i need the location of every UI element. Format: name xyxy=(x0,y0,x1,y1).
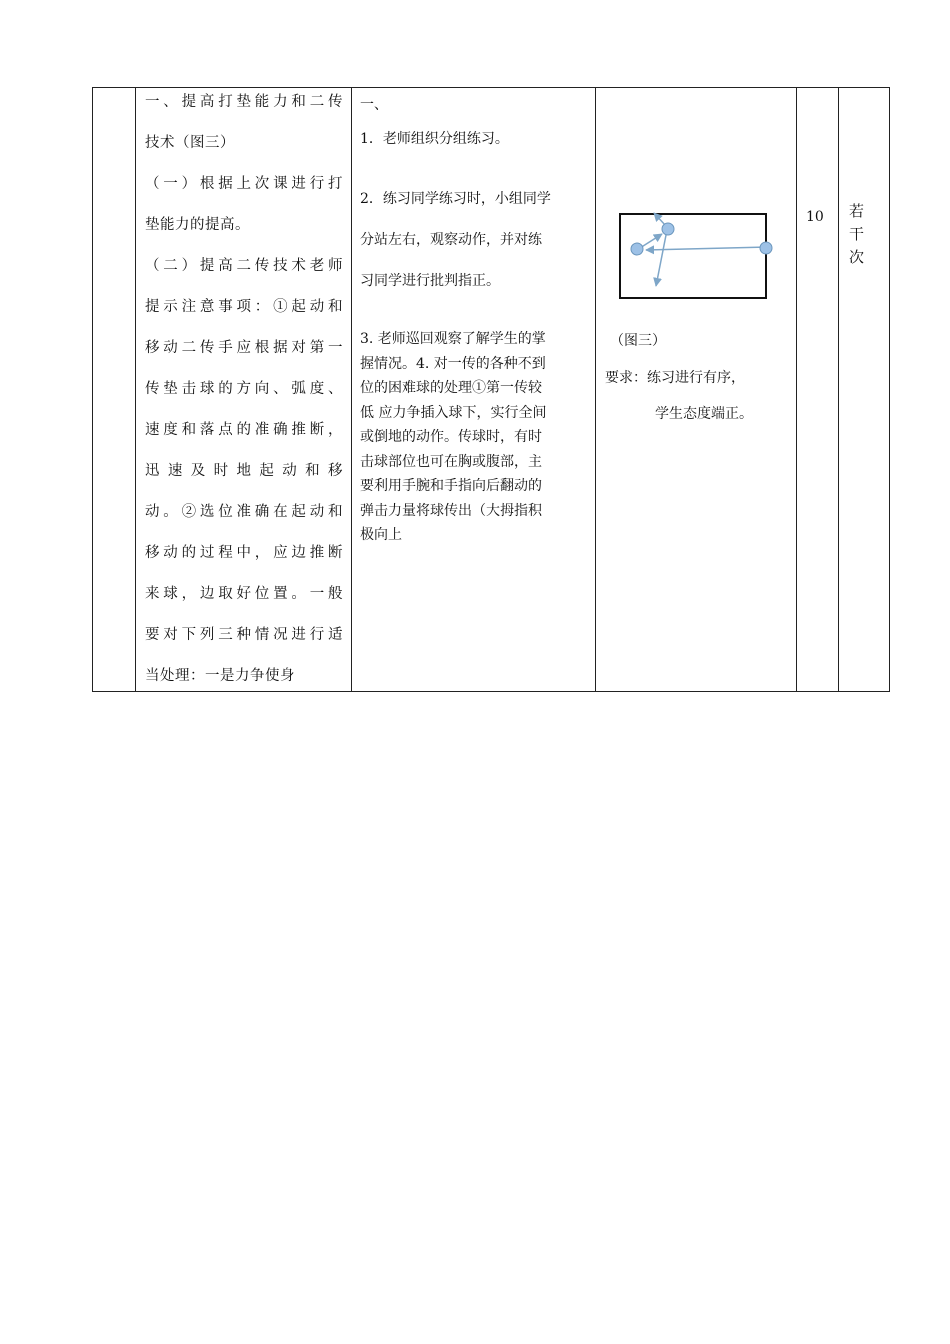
player-marker xyxy=(760,242,772,254)
court-diagram xyxy=(618,212,776,302)
org-item-3-line: 位的困难球的处理①第一传较 xyxy=(360,380,542,396)
content-line: （一）根据上次课进行打 xyxy=(145,176,343,192)
organization-column xyxy=(352,88,596,691)
content-line: 垫能力的提高。 xyxy=(145,217,250,233)
content-line: 速度和落点的准确推断， xyxy=(145,422,343,438)
content-line: 当处理：一是力争使身 xyxy=(145,668,295,684)
content-lines xyxy=(136,82,351,697)
diagram-column xyxy=(596,88,797,691)
org-item-3-line: 弹击力量将球传出（大拇指积 xyxy=(360,502,542,519)
org-item-2-line: 分站左右，观察动作，并对练 xyxy=(360,232,542,248)
org-item-3-line: 或倒地的动作。传球时，有时 xyxy=(360,429,542,445)
org-item-3-line: 握情况。4. 对一传的各种不到 xyxy=(360,355,546,372)
player-marker xyxy=(662,223,674,235)
repetitions-column xyxy=(839,88,891,691)
content-line: （二）提高二传技术老师 xyxy=(145,258,343,274)
org-item-1: 1．老师组织分组练习。 xyxy=(360,131,509,147)
content-line: 动。②选位准确在起动和 xyxy=(145,504,343,520)
blank-column xyxy=(93,88,136,691)
content-line: 移动的过程中，应边推断 xyxy=(145,545,343,561)
org-heading: 一、 xyxy=(360,97,388,113)
org-item-3-line: 击球部位也可在胸或腹部，主 xyxy=(360,453,542,470)
lesson-plan-table xyxy=(92,87,890,692)
content-line: 传垫击球的方向、弧度、 xyxy=(145,381,343,397)
org-item-3-line: 要利用手腕和手指向后翻动的 xyxy=(360,478,542,494)
content-line: 提示注意事项：①起动和 xyxy=(145,299,343,315)
diagram-caption: （图三） xyxy=(610,333,666,349)
content-line: 技术（图三） xyxy=(145,135,235,151)
pass-arrow xyxy=(656,230,667,286)
content-line: 要对下列三种情况进行适 xyxy=(145,627,343,643)
org-item-3-line: 极向上 xyxy=(360,527,402,543)
content-line: 一、提高打垫能力和二传 xyxy=(145,94,343,110)
requirement-line: 学生态度端正。 xyxy=(655,406,753,422)
org-item-3-line: 3. 老师巡回观察了解学生的掌 xyxy=(360,331,546,347)
org-item-2-line: 2．练习同学练习时，小组同学 xyxy=(360,191,551,207)
content-line: 来球，边取好位置。一般 xyxy=(145,586,343,602)
org-item-2-line: 习同学进行批判指正。 xyxy=(360,273,500,289)
content-column xyxy=(136,88,352,691)
duration-value: 10 xyxy=(806,209,824,225)
content-line: 迅速及时地起动和移 xyxy=(145,463,343,479)
repetitions-value: 若干次 xyxy=(849,202,865,266)
court-outline xyxy=(620,214,766,298)
pass-arrow xyxy=(640,234,662,248)
duration-column xyxy=(797,88,839,691)
player-marker xyxy=(631,243,643,255)
org-item-3 xyxy=(360,327,546,548)
content-line: 移动二传手应根据对第一 xyxy=(145,340,343,356)
requirement-line: 要求：练习进行有序， xyxy=(605,370,745,386)
org-item-3-line: 低 应力争插入球下，实行全间 xyxy=(360,404,547,421)
